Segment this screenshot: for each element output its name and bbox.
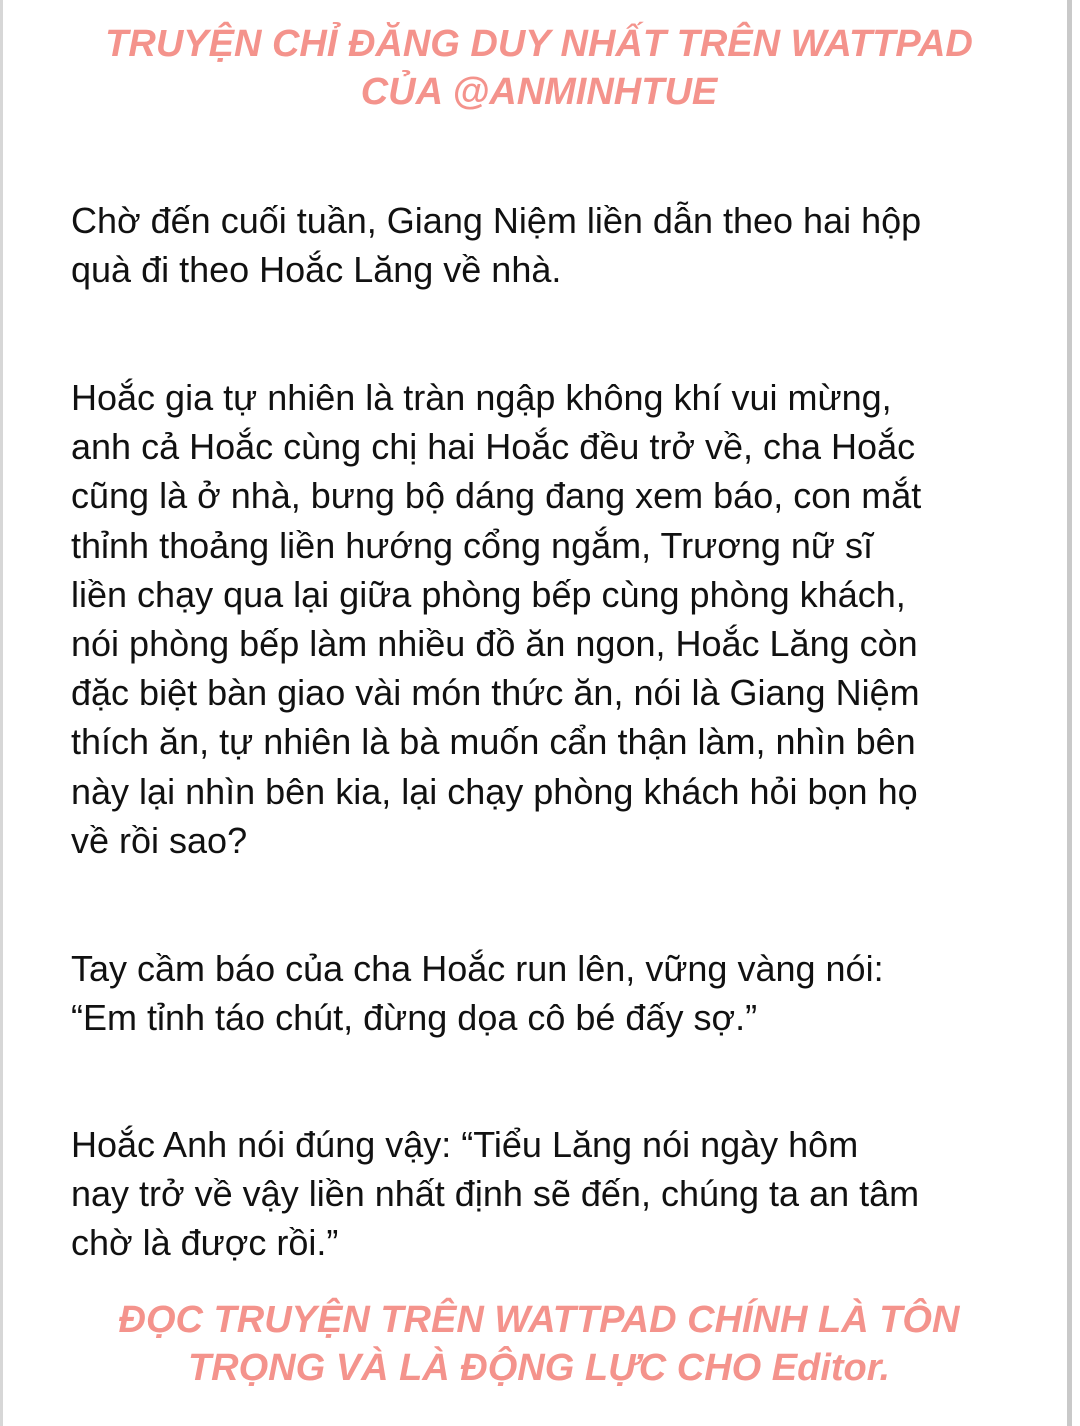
paragraph-line: Hoắc Anh nói đúng vậy: “Tiểu Lăng nói ngày hôm bbox=[71, 1124, 859, 1165]
paragraph-line: Hoắc gia tự nhiên là tràn ngập không khí vui mừng, bbox=[71, 377, 892, 418]
paragraph-line: quà đi theo Hoắc Lăng về nhà. bbox=[71, 249, 562, 291]
paragraph-line: Tay cầm báo của cha Hoắc run lên, vững vàng nói: bbox=[71, 948, 884, 989]
paragraph-line: “Em tỉnh táo chút, đừng dọa cô bé đấy sợ.” bbox=[71, 997, 758, 1039]
paragraph-line: Chờ đến cuối tuần, Giang Niệm liền dẫn theo hai hộp bbox=[71, 200, 922, 241]
paragraph-line: nay trở về vậy liền nhất định sẽ đến, chúng ta an tâm bbox=[71, 1173, 920, 1215]
paragraph-line: anh cả Hoắc cùng chị hai Hoắc đều trở về, cha Hoắc bbox=[71, 426, 916, 468]
paragraph-line: này lại nhìn bên kia, lại chạy phòng khách hỏi bọn họ bbox=[71, 770, 918, 812]
header-banner-line: TRUYỆN CHỈ ĐĂNG DUY NHẤT TRÊN WATTPAD bbox=[105, 23, 973, 65]
paragraph-line: thỉnh thoảng liền hướng cổng ngắm, Trương nữ sĩ bbox=[71, 524, 873, 566]
paragraph-line: đặc biệt bàn giao vài món thức ăn, nói là Giang Niệm bbox=[71, 672, 920, 714]
paragraph-line: về rồi sao? bbox=[71, 819, 248, 861]
paragraph-line: liền chạy qua lại giữa phòng bếp cùng phòng khách, bbox=[71, 573, 906, 615]
footer-banner-line: ĐỌC TRUYỆN TRÊN WATTPAD CHÍNH LÀ TÔN bbox=[118, 1299, 960, 1341]
story-paragraph-1 bbox=[71, 196, 1031, 294]
paragraph-line: cũng là ở nhà, bưng bộ dáng đang xem báo, con mắt bbox=[71, 475, 922, 517]
story-paragraph-4 bbox=[71, 1120, 1031, 1268]
footer-banner-line: TRỌNG VÀ LÀ ĐỘNG LỰC CHO Editor. bbox=[187, 1347, 891, 1389]
footer-watermark-banner bbox=[3, 1296, 1075, 1392]
paragraph-line: thích ăn, tự nhiên là bà muốn cẩn thận làm, nhìn bên bbox=[71, 721, 916, 763]
header-banner-line: CỦA @ANMINHTUE bbox=[360, 71, 718, 113]
story-paragraph-3 bbox=[71, 944, 1031, 1042]
story-paragraph-2 bbox=[71, 373, 1031, 865]
header-watermark-banner bbox=[3, 20, 1075, 116]
paragraph-line: chờ là được rồi.” bbox=[71, 1222, 339, 1264]
paragraph-line: nói phòng bếp làm nhiều đồ ăn ngon, Hoắc Lăng còn bbox=[71, 623, 918, 665]
